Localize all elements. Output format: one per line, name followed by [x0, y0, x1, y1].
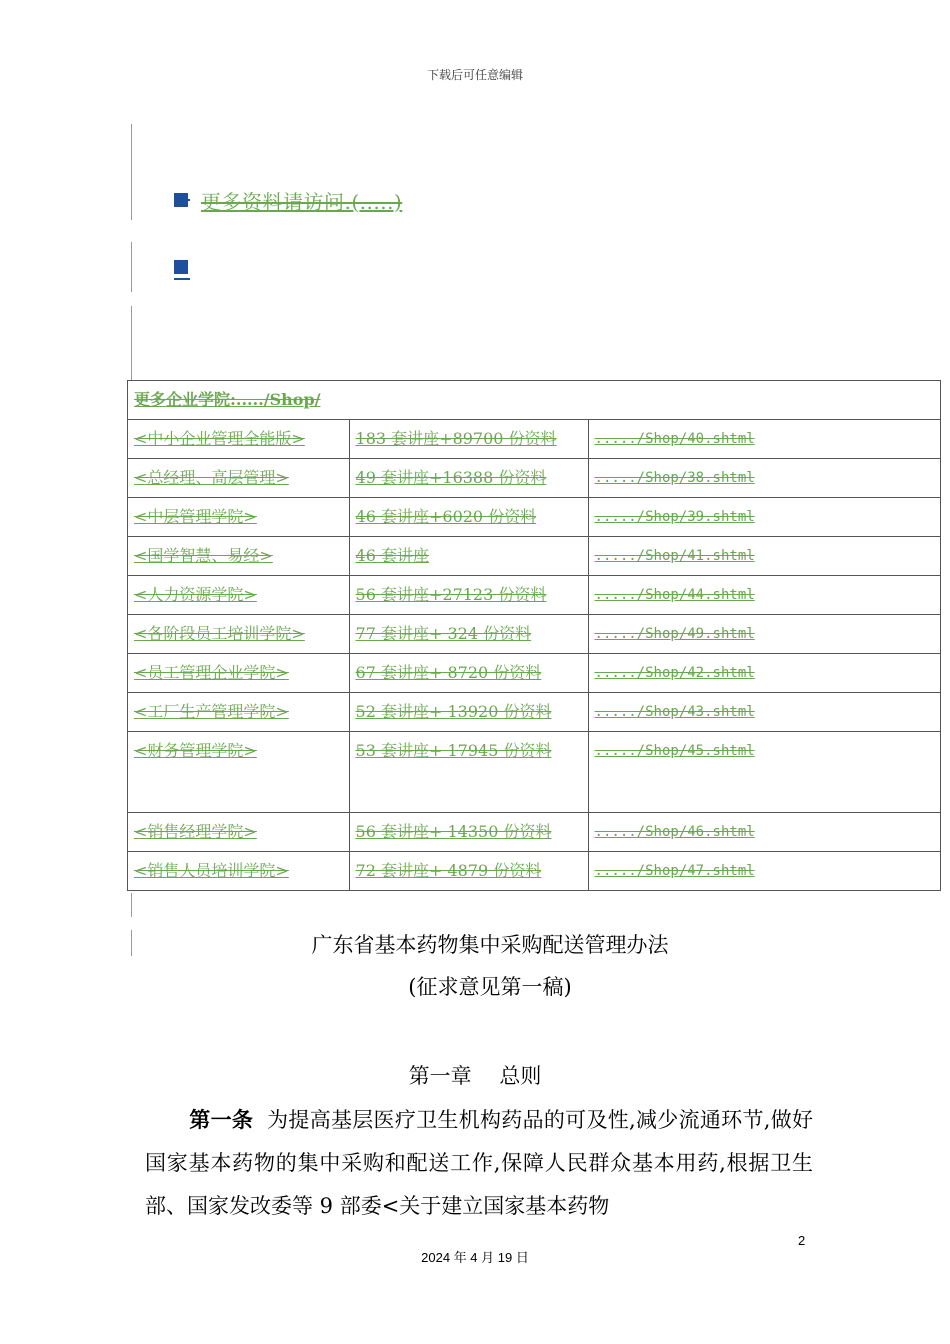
course-count-link[interactable]: 52 套讲座+ 13920 份资料 [349, 693, 588, 732]
catalog-table [127, 380, 941, 891]
course-count-link[interactable]: 49 套讲座+16388 份资料 [349, 459, 588, 498]
bullet-underline [174, 199, 190, 201]
course-name-link[interactable]: <各阶段员工培训学院> [128, 615, 350, 654]
course-count-link[interactable]: 77 套讲座+ 324 份资料 [349, 615, 588, 654]
article-text: 为提高基层医疗卫生机构药品的可及性,减少流通环节,做好国家基本药物的集中采购和配送工作,保障人民群众基本用药,根据卫生部、国家发改委等 9 部委<关于建立国家基本药物 [145, 1108, 813, 1218]
course-name-link[interactable]: <工厂生产管理学院> [128, 693, 350, 732]
table-row [128, 813, 941, 852]
course-name-link[interactable]: <总经理、高层管理> [128, 459, 350, 498]
course-url-link[interactable]: ...../Shop/41.shtml [588, 537, 940, 576]
footer-date: 2024 年 4 月 19 日 [421, 1250, 529, 1265]
chapter-heading: 第一章 总则 [408, 1064, 542, 1088]
table-row [128, 498, 941, 537]
catalog-header-link[interactable]: 更多企业学院:...../Shop/ [128, 381, 941, 420]
course-name-link[interactable]: <销售经理学院> [128, 813, 350, 852]
course-name-link[interactable]: <中小企业管理全能版> [128, 420, 350, 459]
course-name-link[interactable]: <国学智慧、易经> [128, 537, 350, 576]
table-row [128, 576, 941, 615]
bullet-square-icon [174, 260, 188, 274]
course-count-link[interactable]: 56 套讲座+27123 份资料 [349, 576, 588, 615]
course-url-link[interactable]: ...../Shop/46.shtml [588, 813, 940, 852]
course-url-link[interactable]: ...../Shop/40.shtml [588, 420, 940, 459]
course-name-link[interactable]: <中层管理学院> [128, 498, 350, 537]
course-count-link[interactable]: 46 套讲座+6020 份资料 [349, 498, 588, 537]
margin-bar [131, 124, 132, 220]
margin-bar [131, 893, 132, 917]
course-url-link[interactable]: ...../Shop/38.shtml [588, 459, 940, 498]
margin-bar [131, 306, 132, 380]
document-subtitle: (征求意见第一稿) [408, 975, 572, 999]
table-row [128, 615, 941, 654]
course-name-link[interactable]: <人力资源学院> [128, 576, 350, 615]
document-title: 广东省基本药物集中采购配送管理办法 [311, 933, 669, 957]
table-header-row [128, 381, 941, 420]
course-count-link[interactable]: 183 套讲座+89700 份资料 [349, 420, 588, 459]
course-count-link[interactable]: 56 套讲座+ 14350 份资料 [349, 813, 588, 852]
course-url-link[interactable]: ...../Shop/45.shtml [588, 732, 940, 813]
course-name-link[interactable]: <销售人员培训学院> [128, 852, 350, 891]
course-name-link[interactable]: <员工管理企业学院> [128, 654, 350, 693]
more-info-link[interactable]: 更多资料请访问.(.....) [201, 190, 403, 214]
table-row [128, 420, 941, 459]
course-url-link[interactable]: ...../Shop/39.shtml [588, 498, 940, 537]
page-number: 2 [798, 1233, 806, 1248]
bullet-underline [174, 278, 190, 280]
course-name-link[interactable]: <财务管理学院> [128, 732, 350, 813]
course-count-link[interactable]: 67 套讲座+ 8720 份资料 [349, 654, 588, 693]
course-url-link[interactable]: ...../Shop/43.shtml [588, 693, 940, 732]
article-paragraph [145, 1098, 813, 1228]
table-row [128, 537, 941, 576]
course-count-link[interactable]: 46 套讲座 [349, 537, 588, 576]
table-row [128, 459, 941, 498]
table-row [128, 693, 941, 732]
page-header: 下载后可任意编辑 [426, 68, 523, 82]
course-url-link[interactable]: ...../Shop/49.shtml [588, 615, 940, 654]
table-row [128, 732, 941, 813]
margin-bar [131, 242, 132, 292]
course-url-link[interactable]: ...../Shop/42.shtml [588, 654, 940, 693]
table-row [128, 852, 941, 891]
article-label: 第一条 [189, 1107, 254, 1132]
course-count-link[interactable]: 72 套讲座+ 4879 份资料 [349, 852, 588, 891]
course-url-link[interactable]: ...../Shop/44.shtml [588, 576, 940, 615]
course-url-link[interactable]: ...../Shop/47.shtml [588, 852, 940, 891]
course-count-link[interactable]: 53 套讲座+ 17945 份资料 [349, 732, 588, 813]
table-row [128, 654, 941, 693]
